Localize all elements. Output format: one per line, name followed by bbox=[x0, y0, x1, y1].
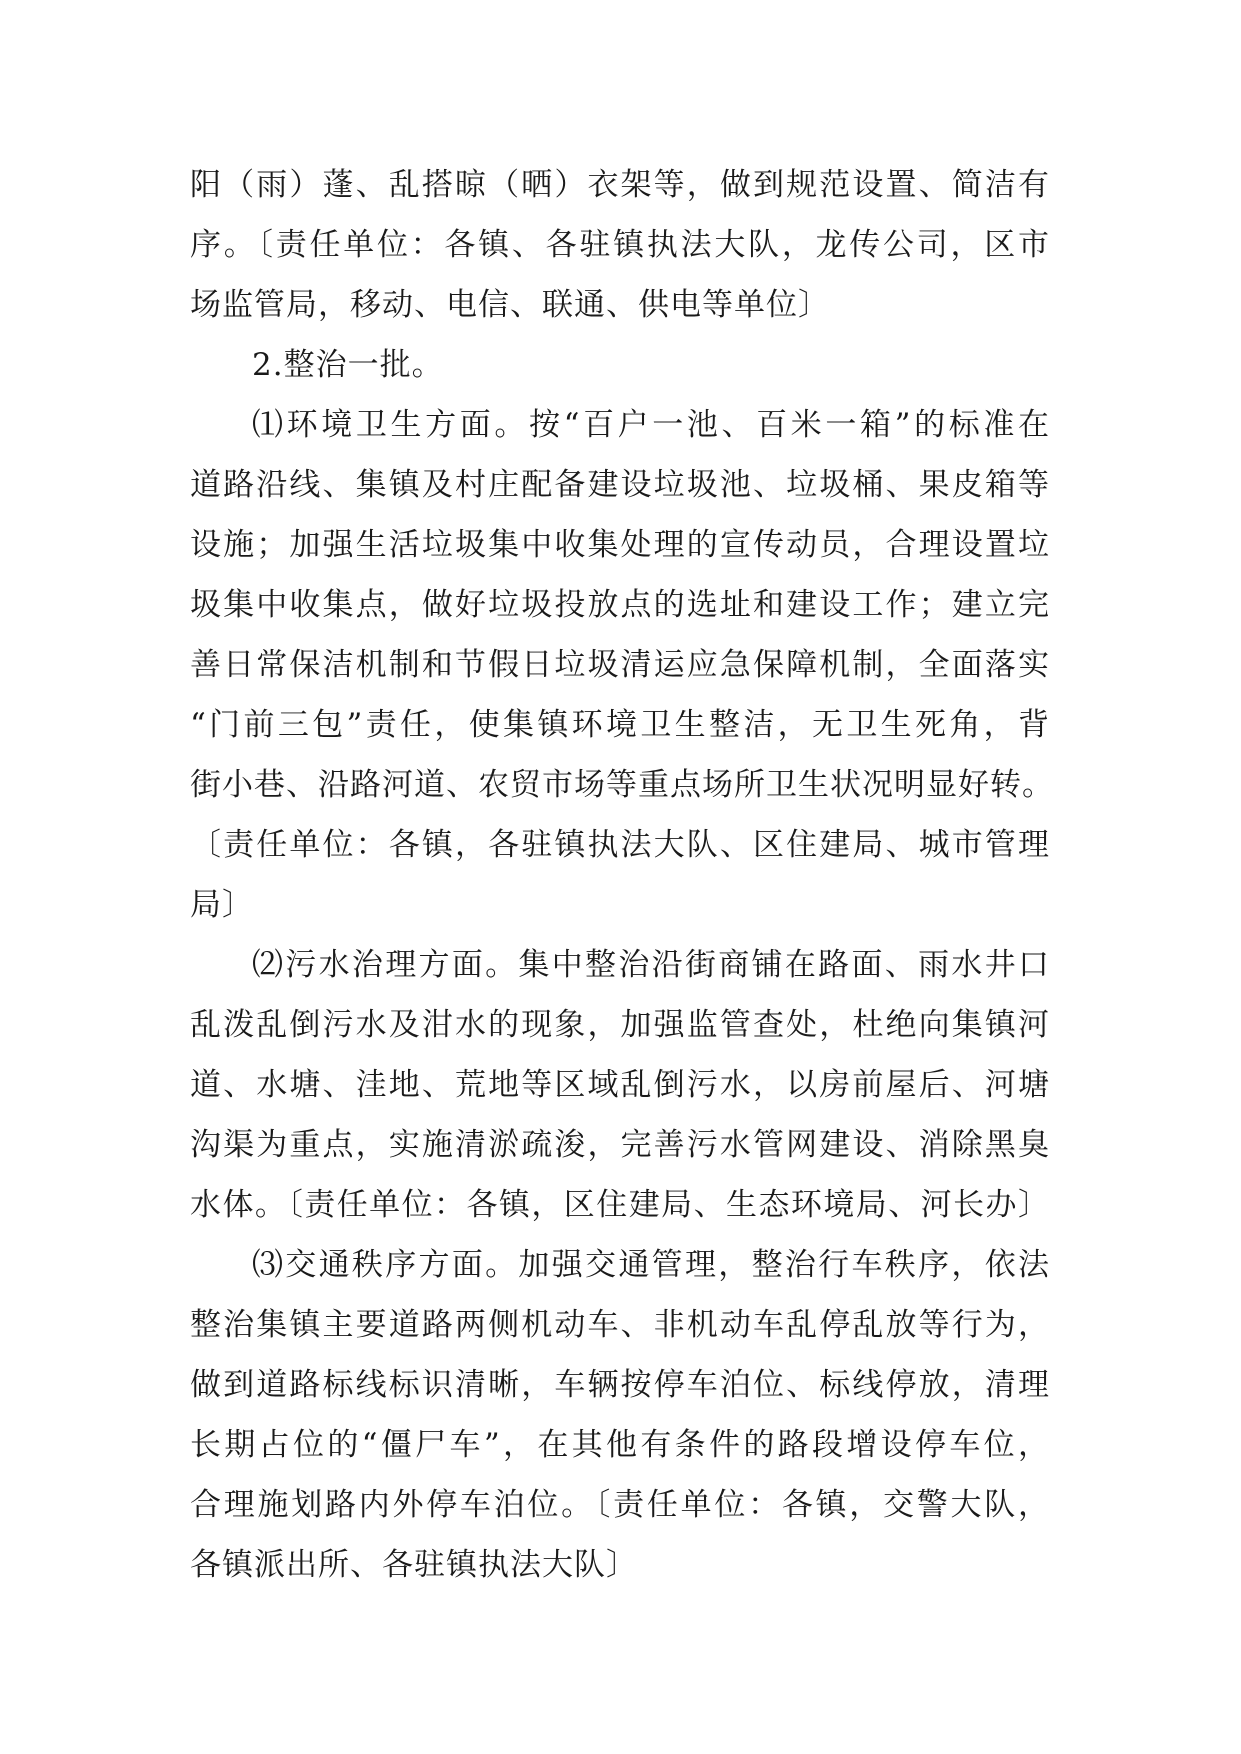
text-line: 序。〔责任单位：各镇、各驻镇执法大队，龙传公司，区市 bbox=[190, 227, 1050, 263]
text-line: 沟渠为重点，实施清淤疏浚，完善污水管网建设、消除黑臭 bbox=[190, 1127, 1050, 1163]
text-line: 水体。〔责任单位：各镇，区住建局、生态环境局、河长办〕 bbox=[190, 1187, 1050, 1223]
text-line: ⑵污水治理方面。集中整治沿街商铺在路面、雨水井口 bbox=[252, 947, 1050, 983]
text-line: 合理施划路内外停车泊位。〔责任单位：各镇，交警大队， bbox=[190, 1487, 1050, 1523]
text-line: ⑴环境卫生方面。按“百户一池、百米一箱”的标准在 bbox=[252, 407, 1050, 443]
text-line: “门前三包”责任，使集镇环境卫生整洁，无卫生死角，背 bbox=[190, 707, 1050, 743]
text-line: 整治集镇主要道路两侧机动车、非机动车乱停乱放等行为， bbox=[190, 1307, 1050, 1343]
text-line: 设施；加强生活垃圾集中收集处理的宣传动员，合理设置垃 bbox=[190, 527, 1050, 563]
text-line: 阳（雨）蓬、乱搭晾（晒）衣架等，做到规范设置、简洁有 bbox=[190, 167, 1050, 203]
text-line: 道、水塘、洼地、荒地等区域乱倒污水，以房前屋后、河塘 bbox=[190, 1067, 1050, 1103]
section-heading: 2.整治一批。 bbox=[252, 347, 444, 383]
text-line: 道路沿线、集镇及村庄配备建设垃圾池、垃圾桶、果皮箱等 bbox=[190, 467, 1050, 503]
text-line: 做到道路标线标识清晰，车辆按停车泊位、标线停放，清理 bbox=[190, 1367, 1050, 1403]
body-text bbox=[190, 155, 1054, 1595]
text-line: 街小巷、沿路河道、农贸市场等重点场所卫生状况明显好转。 bbox=[190, 767, 1054, 803]
text-line: 局〕 bbox=[190, 887, 254, 923]
text-line: 善日常保洁机制和节假日垃圾清运应急保障机制，全面落实 bbox=[190, 647, 1050, 683]
text-line: 各镇派出所、各驻镇执法大队〕 bbox=[190, 1547, 638, 1583]
text-line: ⑶交通秩序方面。加强交通管理，整治行车秩序，依法 bbox=[252, 1247, 1050, 1283]
text-line: 圾集中收集点，做好垃圾投放点的选址和建设工作；建立完 bbox=[190, 587, 1050, 623]
text-line: 乱泼乱倒污水及泔水的现象，加强监管查处，杜绝向集镇河 bbox=[190, 1007, 1050, 1043]
text-line: 场监管局，移动、电信、联通、供电等单位〕 bbox=[190, 287, 830, 323]
text-line: 〔责任单位：各镇，各驻镇执法大队、区住建局、城市管理 bbox=[190, 827, 1050, 863]
text-line: 长期占位的“僵尸车”，在其他有条件的路段增设停车位， bbox=[190, 1427, 1050, 1463]
